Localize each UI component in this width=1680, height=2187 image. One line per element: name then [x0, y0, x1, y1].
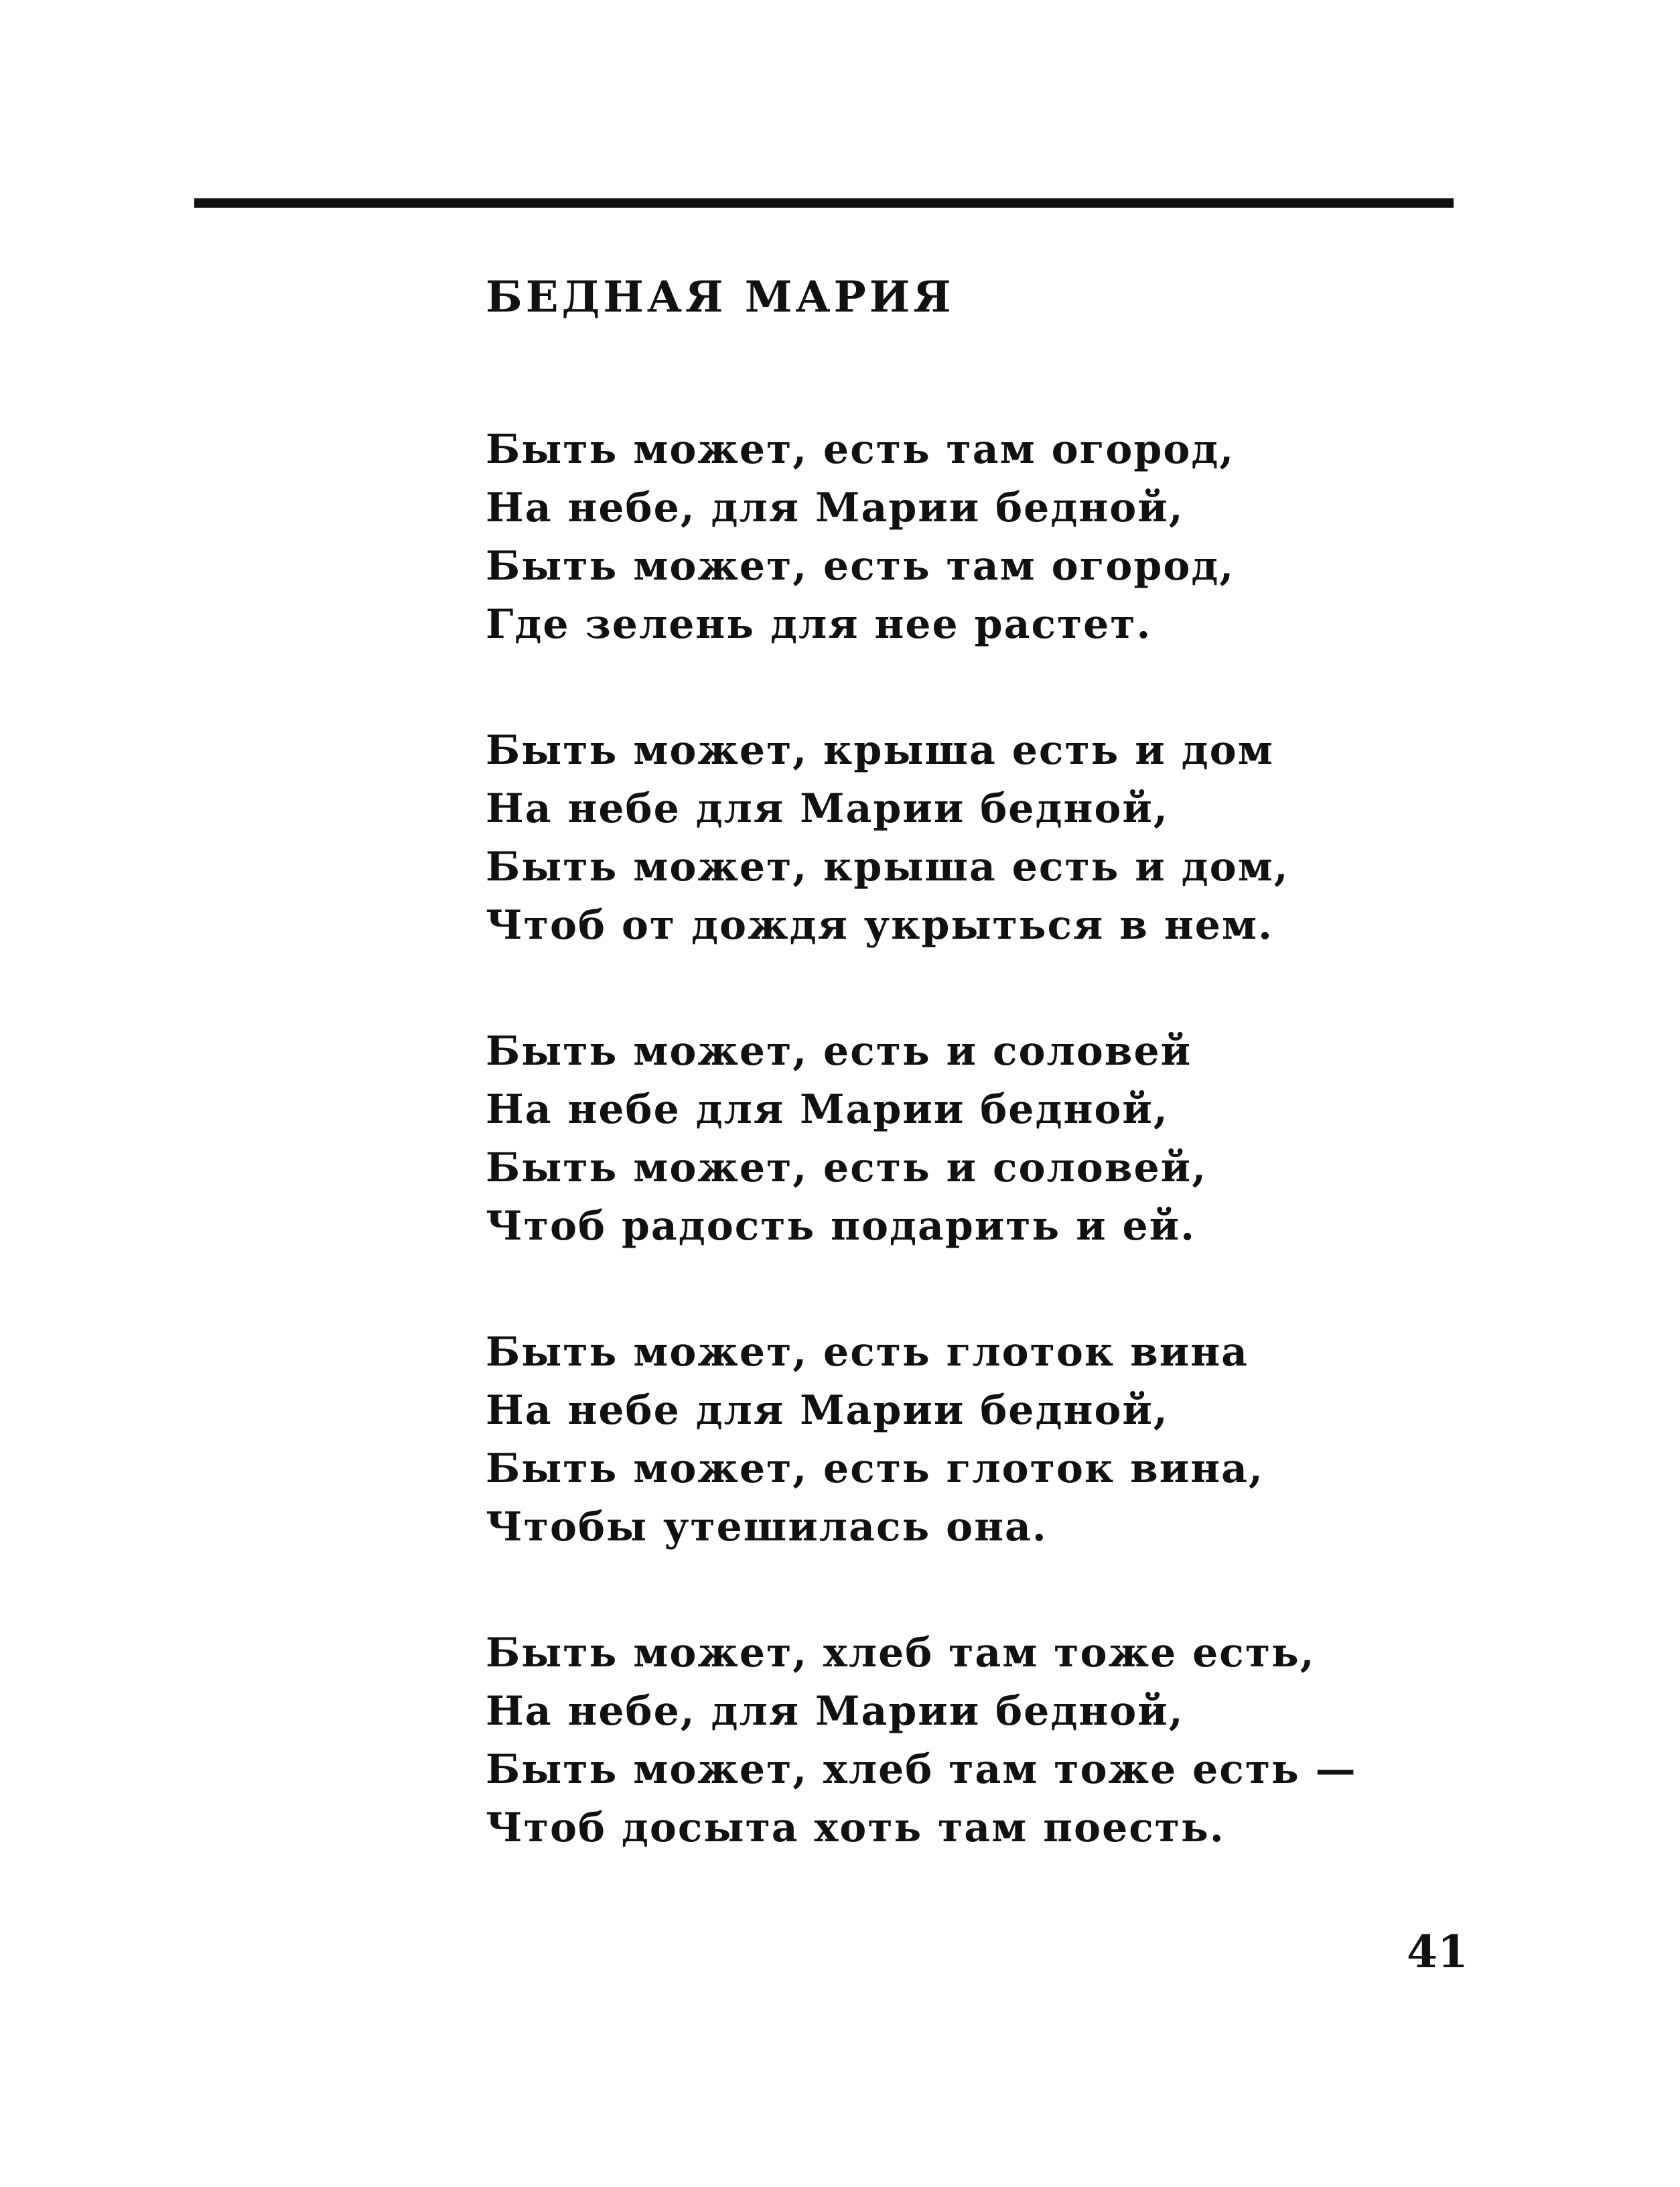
poem-line: Где зелень для нее растет.: [486, 601, 1152, 648]
poem-line: Чтобы утешилась она.: [486, 1504, 1048, 1550]
poem-line: Чтоб от дождя укрыться в нем.: [486, 902, 1273, 949]
poem-line: Быть может, крыша есть и дом: [486, 727, 1274, 774]
poem-line: Быть может, хлеб там тоже есть,: [486, 1630, 1316, 1676]
poem-line: Быть может, есть и соловей,: [486, 1144, 1208, 1191]
poem-line: Быть может, есть там огород,: [486, 543, 1235, 590]
poem-line: Быть может, есть глоток вина,: [486, 1445, 1264, 1492]
poem-line: Чтоб радость подарить и ей.: [486, 1203, 1196, 1250]
stanza-4: [486, 1323, 1264, 1556]
poem-line: Быть может, хлеб там тоже есть —: [486, 1746, 1357, 1793]
poem-line: На небе для Марии бедной,: [486, 1387, 1169, 1434]
page-number: 41: [1407, 1926, 1468, 1978]
poem-line: На небе для Марии бедной,: [486, 1086, 1169, 1133]
poem-line: Быть может, крыша есть и дом,: [486, 844, 1289, 890]
top-rule: [194, 198, 1454, 208]
poem-title: БЕДНАЯ МАРИЯ: [486, 272, 955, 322]
poem-line: Быть может, есть и соловей: [486, 1028, 1192, 1075]
stanza-2: [486, 722, 1289, 955]
poem-line: На небе, для Марии бедной,: [486, 484, 1184, 531]
stanza-1: [486, 421, 1235, 654]
poem-line: На небе, для Марии бедной,: [486, 1688, 1184, 1735]
poem-line: Быть может, есть там огород,: [486, 426, 1235, 473]
stanza-5: [486, 1624, 1357, 1857]
stanza-3: [486, 1022, 1207, 1256]
poem-line: Чтоб досыта хоть там поесть.: [486, 1804, 1225, 1851]
poem-line: На небе для Марии бедной,: [486, 785, 1169, 832]
poem-line: Быть может, есть глоток вина: [486, 1329, 1249, 1376]
